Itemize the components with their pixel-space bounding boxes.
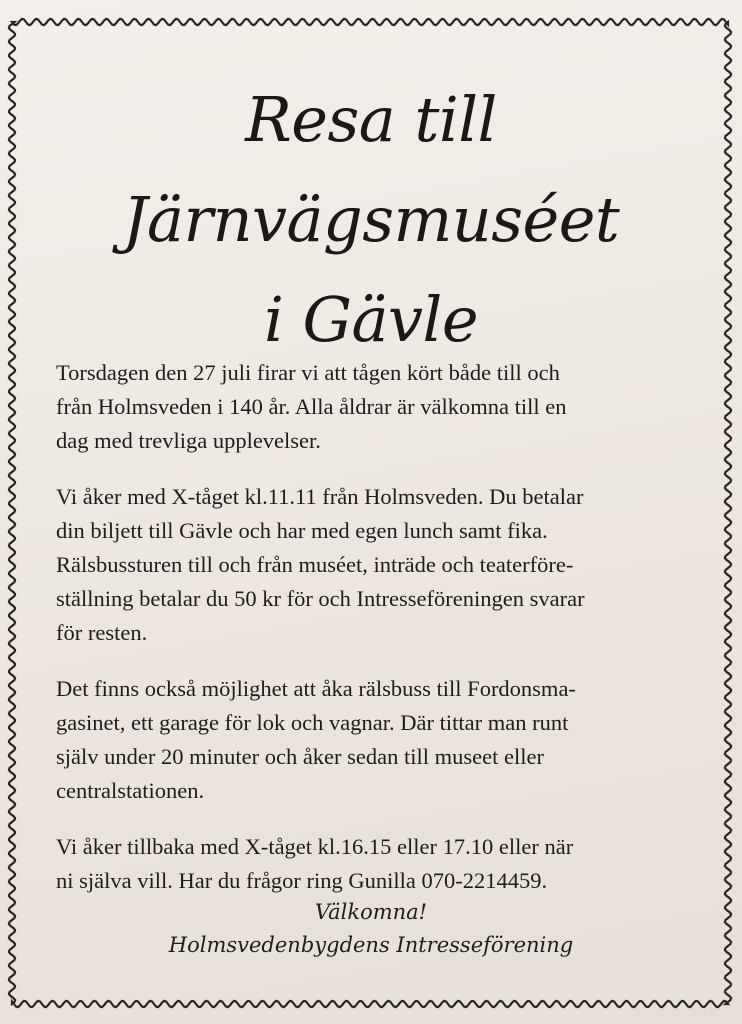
poster-title — [40, 70, 702, 370]
greeting-text: Välkomna! — [314, 900, 428, 924]
paragraph-return: Vi åker tillbaka med X-tåget kl.16.15 eller 17.10 eller när ni själva vill. Har du frågor ring Gunilla 070-2214459. — [56, 834, 574, 893]
title-line-1: Resa till — [245, 83, 497, 156]
poster-body — [56, 356, 676, 920]
paragraph-railbus: Det finns också möjlighet att åka rälsbuss till Fordonsma- gasinet, ett garage för lok och vagnar. Där tittar man runt själv under 20 minuter och åker sedan till museet eller centralstationen. — [56, 676, 576, 803]
paragraph-intro: Torsdagen den 27 juli firar vi att tågen kört både till och från Holmsveden i 140 år. Alla åldrar är välkomna till en dag med trevliga upplevelser. — [56, 360, 567, 453]
title-line-2: Järnvägsmuséet — [122, 183, 620, 256]
poster-signature — [40, 896, 702, 962]
organization-name: Holmsvedenbygdens Intresseförening — [168, 933, 574, 957]
title-line-3: i Gävle — [263, 283, 479, 356]
paragraph-travel: Vi åker med X-tåget kl.11.11 från Holmsveden. Du betalar din biljett till Gävle och har med egen lunch samt fika. Rälsbussturen till och från muséet, inträde och teaterföre- ställning betalar du 50 kr för och Intresseföreningen svarar för resten. — [56, 484, 585, 645]
